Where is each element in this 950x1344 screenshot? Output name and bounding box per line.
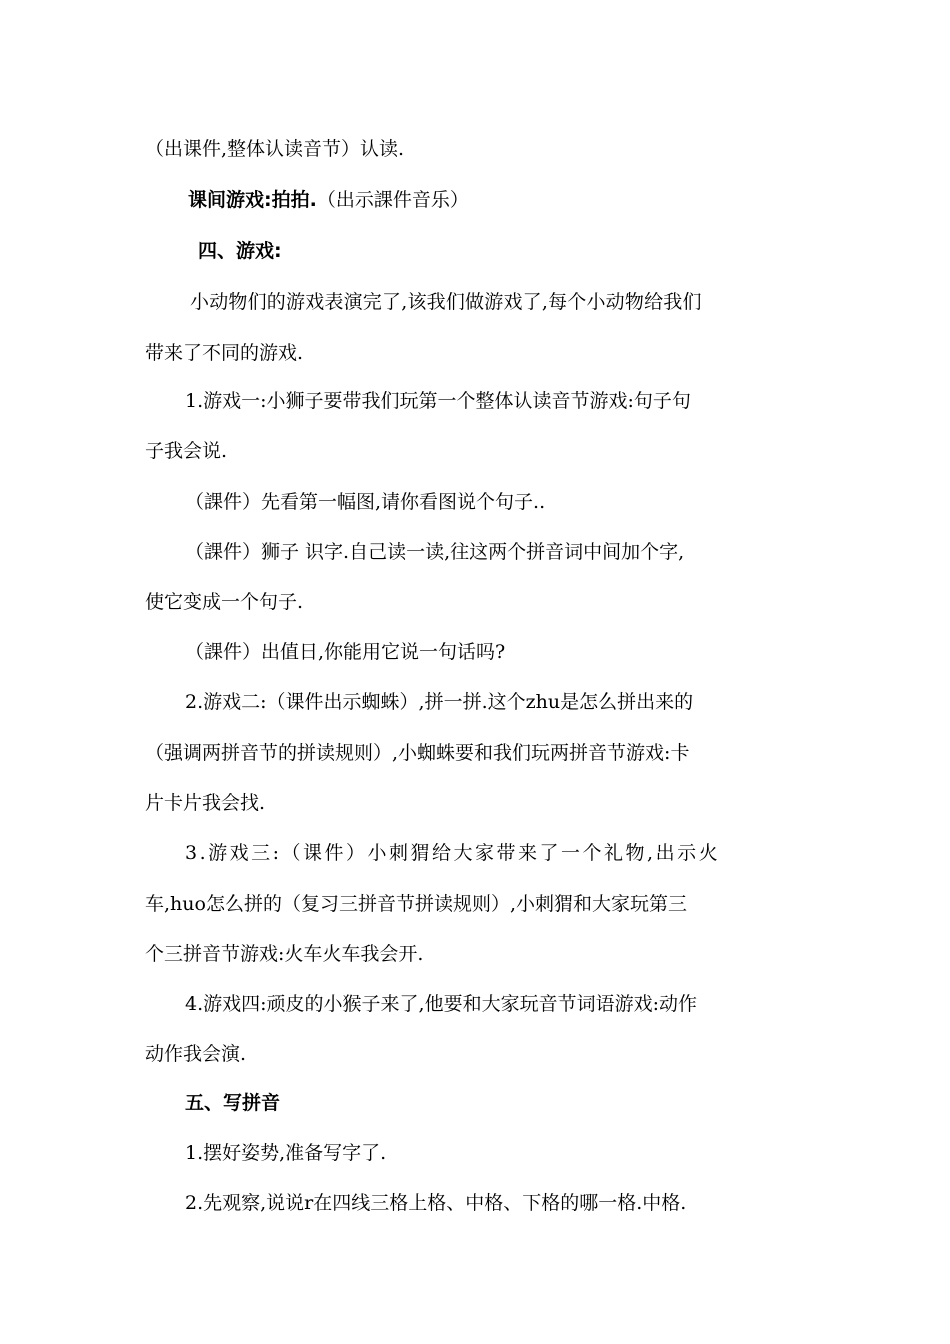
paragraph-line: 2.先观察,说说r在四线三格上格、中格、下格的哪一格.中格. <box>185 1192 687 1214</box>
paragraph-line: 小动物们的游戏表演完了,该我们做游戏了,每个小动物给我们 <box>190 291 702 313</box>
section-heading: 五、写拼音 <box>185 1092 281 1114</box>
paragraph-line: （課件）狮子 识字.自己读一读,往这两个拼音词中间加个字, <box>185 541 685 563</box>
paragraph-line: 2.游戏二:（课件出示蜘蛛）,拼一拼.这个zhu是怎么拼出来的 <box>185 691 694 713</box>
paragraph-line: 车,huo怎么拼的（复习三拼音节拼读规则）,小刺猬和大家玩第三 <box>145 893 687 915</box>
paragraph-line: 1.游戏一:小狮子要带我们玩第一个整体认读音节游戏:句子句 <box>185 390 691 412</box>
paragraph-line: （課件）先看第一幅图,请你看图说个句子.. <box>185 491 546 513</box>
paragraph-line: 子我会说. <box>145 440 228 462</box>
paragraph-line: 个三拼音节游戏:火车火车我会开. <box>145 943 424 965</box>
paragraph-line: （出课件,整体认读音节）认读. <box>145 138 405 160</box>
paragraph-line: 1.摆好姿势,准备写字了. <box>185 1142 387 1164</box>
paragraph-line: 使它变成一个句子. <box>145 591 304 613</box>
paragraph-line: 4.游戏四:顽皮的小猴子来了,他要和大家玩音节词语游戏:动作 <box>185 993 697 1015</box>
paragraph-line: 带来了不同的游戏. <box>145 342 304 364</box>
paragraph-line: （强调两拼音节的拼读规则）,小蜘蛛要和我们玩两拼音节游戏:卡 <box>145 742 690 764</box>
paragraph-line <box>188 187 469 213</box>
paragraph-line: （課件）出值日,你能用它说一句话吗? <box>185 641 506 663</box>
section-heading: 四、游戏: <box>198 240 282 262</box>
paragraph-line: 动作我会演. <box>145 1043 247 1065</box>
game-note: （出示課件音乐） <box>316 189 469 211</box>
game-heading: 课间游戏:拍拍. <box>188 189 317 211</box>
paragraph-line: 3.游戏三:（课件）小刺猬给大家带来了一个礼物,出示火 <box>185 842 721 864</box>
paragraph-line: 片卡片我会找. <box>145 792 266 814</box>
